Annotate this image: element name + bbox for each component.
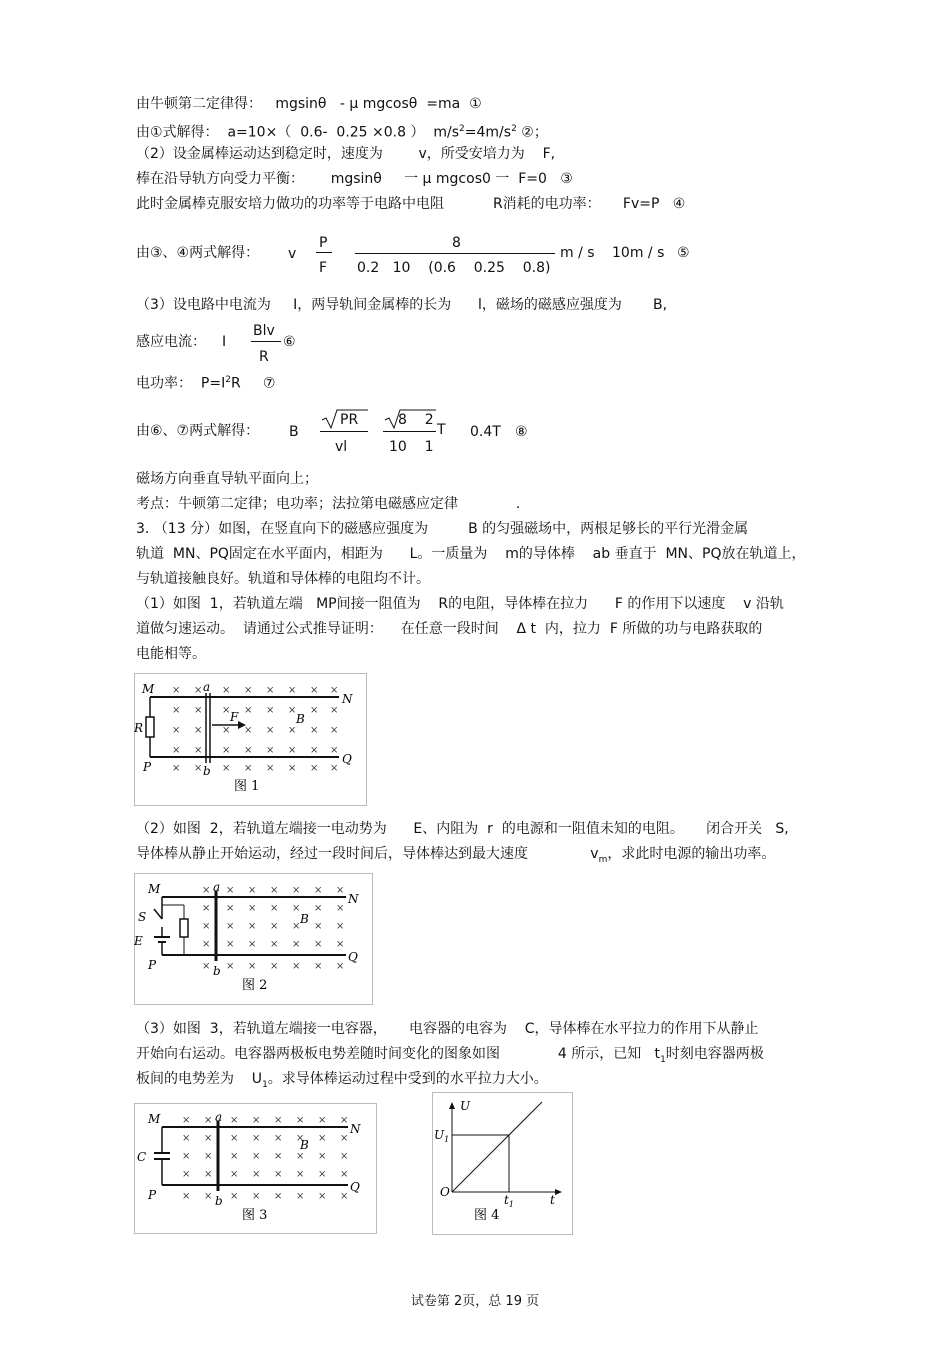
text-line: 由①式解得： a=10×（ 0.6- 0.25 ×0.8 ） $m/s^2=4m/s^2$ ②； — [136, 124, 548, 141]
figure-4-graph — [432, 1092, 574, 1236]
field-cross-mark: × — [288, 725, 297, 736]
label-Q: Q — [350, 1180, 360, 1194]
field-cross-mark: × — [270, 939, 279, 950]
text-line: 开始向右运动。电容器两极板电势差随时间变化的图象如图 4 所示，已知 $t_1$时刻电容器两极 — [136, 1046, 764, 1065]
label-B: B — [296, 712, 305, 726]
field-cross-mark: × — [202, 903, 211, 914]
field-cross-mark: × — [288, 685, 297, 696]
label-M: M — [142, 682, 155, 696]
field-cross-mark: × — [292, 903, 301, 914]
label-M: M — [148, 882, 161, 896]
field-cross-mark: × — [204, 1151, 213, 1162]
field-cross-mark: × — [230, 1115, 239, 1126]
field-cross-mark: × — [204, 1115, 213, 1126]
field-cross-mark: × — [266, 725, 275, 736]
label-t1: $t_1$ — [504, 1193, 514, 1209]
u-t-line — [452, 1102, 542, 1192]
field-cross-mark: × — [252, 1151, 261, 1162]
field-cross-mark: × — [182, 1169, 191, 1180]
field-cross-mark: × — [230, 1133, 239, 1144]
field-cross-mark: × — [270, 961, 279, 972]
label-b: b — [203, 764, 211, 778]
switch-icon — [154, 909, 162, 919]
text-line: （2）如图 2，若轨道左端接一电动势为 E、内阻为 r 的电源和一阻值未知的电阻。 闭合开关 S, — [136, 821, 789, 837]
text-line: 由⑥、⑦两式解得： — [136, 423, 260, 439]
field-cross-mark: × — [202, 961, 211, 972]
label-N: N — [342, 692, 353, 706]
field-cross-mark: × — [252, 1115, 261, 1126]
figure-caption: 图 4 — [474, 1208, 500, 1223]
field-cross-mark: × — [226, 939, 235, 950]
field-cross-mark: × — [314, 885, 323, 896]
field-cross-mark: × — [274, 1191, 283, 1202]
figure-1-circuit — [134, 673, 368, 807]
field-cross-mark: × — [194, 705, 203, 716]
label-U1: $U_1$ — [434, 1128, 450, 1144]
field-cross-mark: × — [182, 1191, 191, 1202]
field-cross-mark: × — [318, 1115, 327, 1126]
label-b: b — [215, 1194, 223, 1208]
label-O: O — [440, 1185, 450, 1199]
field-cross-mark: × — [296, 1115, 305, 1126]
field-cross-mark: × — [292, 939, 301, 950]
field-cross-mark: × — [296, 1169, 305, 1180]
field-cross-mark: × — [222, 685, 231, 696]
figure-caption: 图 3 — [242, 1208, 268, 1223]
text-line: （3）设电路中电流为 I，两导轨间金属棒的长为 l，磁场的磁感应强度为 B, — [136, 297, 668, 313]
field-cross-mark: × — [274, 1133, 283, 1144]
field-cross-mark: × — [204, 1133, 213, 1144]
field-cross-mark: × — [318, 1133, 327, 1144]
resistor-icon — [180, 919, 188, 937]
text-line: 考点：牛顿第二定律；电功率；法拉第电磁感应定律 . — [136, 496, 521, 512]
field-cross-mark: × — [336, 939, 345, 950]
field-cross-mark: × — [292, 961, 301, 972]
field-cross-mark: × — [182, 1115, 191, 1126]
text-line: （1）如图 1，若轨道左端 MP间接一阻值为 R的电阻，导体棒在拉力 F 的作用下以速度 v 沿轨 — [136, 596, 784, 612]
field-cross-mark: × — [244, 725, 253, 736]
field-cross-mark: × — [252, 1169, 261, 1180]
field-cross-mark: × — [318, 1191, 327, 1202]
field-cross-mark: × — [202, 939, 211, 950]
text-line: 此时金属棒克服安培力做功的功率等于电路中电阻 R消耗的电功率： Fv=P ④ — [136, 196, 686, 212]
field-cross-mark: × — [194, 745, 203, 756]
field-cross-mark: × — [266, 685, 275, 696]
field-cross-mark: × — [172, 745, 181, 756]
label-a: a — [215, 1110, 223, 1124]
field-cross-mark: × — [248, 939, 257, 950]
page-footer: 试卷第 2页，总 19 页 — [410, 1294, 540, 1309]
text-line: 板间的电势差为 $U_1$。求导体棒运动过程中受到的水平拉力大小。 — [136, 1071, 548, 1090]
field-cross-mark: × — [252, 1133, 261, 1144]
label-a: a — [213, 880, 221, 894]
field-cross-mark: × — [330, 705, 339, 716]
text-line: 由③、④两式解得： — [136, 245, 260, 261]
field-cross-mark: × — [226, 921, 235, 932]
label-P: P — [143, 760, 152, 774]
field-cross-mark: × — [340, 1133, 349, 1144]
field-cross-mark: × — [226, 903, 235, 914]
field-cross-mark: × — [292, 885, 301, 896]
field-cross-mark: × — [230, 1191, 239, 1202]
label-B: B — [300, 1138, 309, 1152]
field-cross-mark: × — [310, 705, 319, 716]
field-cross-mark: × — [330, 763, 339, 774]
field-cross-mark: × — [318, 1151, 327, 1162]
field-cross-mark: × — [288, 745, 297, 756]
field-cross-mark: × — [288, 705, 297, 716]
label-N: N — [348, 892, 359, 906]
field-cross-mark: × — [310, 763, 319, 774]
field-cross-mark: × — [204, 1191, 213, 1202]
field-cross-mark: × — [336, 961, 345, 972]
field-cross-mark: × — [172, 685, 181, 696]
field-cross-mark: × — [182, 1151, 191, 1162]
label-Q: Q — [342, 752, 352, 766]
label-P: P — [148, 958, 157, 972]
field-cross-mark: × — [270, 903, 279, 914]
text-line: 与轨道接触良好。轨道和导体棒的电阻均不计。 — [136, 571, 430, 587]
field-cross-mark: × — [336, 903, 345, 914]
label-a: a — [203, 680, 211, 694]
field-cross-mark: × — [230, 1151, 239, 1162]
field-cross-mark: × — [226, 885, 235, 896]
field-cross-mark: × — [310, 745, 319, 756]
field-cross-mark: × — [248, 885, 257, 896]
field-cross-mark: × — [244, 745, 253, 756]
figure-2-circuit — [134, 873, 374, 1006]
field-cross-mark: × — [202, 885, 211, 896]
field-cross-mark: × — [314, 903, 323, 914]
field-cross-mark: × — [194, 725, 203, 736]
field-cross-mark: × — [244, 763, 253, 774]
field-cross-mark: × — [194, 685, 203, 696]
label-F: F — [230, 710, 239, 724]
field-cross-mark: × — [292, 921, 301, 932]
field-cross-mark: × — [330, 745, 339, 756]
field-cross-mark: × — [248, 903, 257, 914]
field-cross-mark: × — [226, 961, 235, 972]
figure-3-circuit — [134, 1103, 378, 1235]
label-t: t — [550, 1193, 555, 1207]
field-cross-mark: × — [266, 705, 275, 716]
field-cross-mark: × — [172, 725, 181, 736]
field-cross-mark: × — [244, 705, 253, 716]
text-line: （3）如图 3，若轨道左端接一电容器， 电容器的电容为 C，导体棒在水平拉力的作用下从静止 — [136, 1021, 759, 1037]
text-line: 3. （13 分）如图，在竖直向下的磁感应强度为 B 的匀强磁场中，两根足够长的平行光滑金属 — [136, 521, 749, 537]
field-cross-mark: × — [252, 1191, 261, 1202]
field-cross-mark: × — [266, 763, 275, 774]
field-cross-mark: × — [222, 745, 231, 756]
text-line: 磁场方向垂直导轨平面向上； — [136, 471, 318, 487]
field-cross-mark: × — [172, 763, 181, 774]
field-cross-mark: × — [318, 1169, 327, 1180]
label-b: b — [213, 964, 221, 978]
field-cross-mark: × — [204, 1169, 213, 1180]
field-cross-mark: × — [336, 885, 345, 896]
label-B: B — [300, 912, 309, 926]
label-U: U — [460, 1099, 471, 1113]
field-cross-mark: × — [340, 1151, 349, 1162]
field-cross-mark: × — [314, 939, 323, 950]
text-line: 道做匀速运动。 请通过公式推导证明： 在任意一段时间 Δ t 内，拉力 F 所做的功与电路获取的 — [136, 621, 763, 637]
label-E: E — [134, 934, 143, 948]
label-Q: Q — [348, 950, 358, 964]
field-cross-mark: × — [182, 1133, 191, 1144]
field-cross-mark: × — [310, 725, 319, 736]
field-cross-mark: × — [202, 921, 211, 932]
field-cross-mark: × — [314, 921, 323, 932]
label-P: P — [148, 1188, 157, 1202]
text-line: 棒在沿导轨方向受力平衡： mgsinθ 一 μ mgcos0 一 F=0 ③ — [136, 171, 573, 187]
label-M: M — [148, 1112, 161, 1126]
figure-caption: 图 1 — [234, 779, 260, 794]
field-cross-mark: × — [310, 685, 319, 696]
field-cross-mark: × — [222, 763, 231, 774]
field-cross-mark: × — [248, 961, 257, 972]
label-C: C — [137, 1150, 147, 1164]
field-cross-mark: × — [248, 921, 257, 932]
field-cross-mark: × — [296, 1133, 305, 1144]
field-cross-mark: × — [330, 725, 339, 736]
label-S: S — [138, 910, 147, 924]
field-cross-mark: × — [244, 685, 253, 696]
label-N: N — [350, 1122, 361, 1136]
field-cross-mark: × — [274, 1115, 283, 1126]
field-cross-mark: × — [296, 1151, 305, 1162]
field-cross-mark: × — [194, 763, 203, 774]
text-line: 由牛顿第二定律得： mgsinθ - μ mgcosθ =ma ① — [136, 96, 482, 112]
field-cross-mark: × — [274, 1151, 283, 1162]
text-line: 导体棒从静止开始运动，经过一段时间后，导体棒达到最大速度 $v_m$，求此时电源的输出功率。 — [136, 846, 776, 865]
field-cross-mark: × — [274, 1169, 283, 1180]
text-line: 轨道 MN、PQ固定在水平面内，相距为 L。一质量为 m的导体棒 ab 垂直于 MN、PQ放在轨道上， — [136, 546, 806, 562]
field-cross-mark: × — [314, 961, 323, 972]
field-cross-mark: × — [340, 1169, 349, 1180]
figure-caption: 图 2 — [242, 978, 268, 993]
field-cross-mark: × — [330, 685, 339, 696]
field-cross-mark: × — [340, 1191, 349, 1202]
field-cross-mark: × — [270, 921, 279, 932]
resistor-icon — [146, 717, 154, 737]
text-line: 感应电流： — [136, 334, 206, 350]
field-cross-mark: × — [296, 1191, 305, 1202]
text-line: 电功率： $P=I^2R$ ⑦ — [136, 375, 276, 392]
text-line: 电能相等。 — [136, 646, 206, 662]
field-cross-mark: × — [266, 745, 275, 756]
text-line: （2）设金属棒运动达到稳定时，速度为 v，所受安培力为 F, — [136, 146, 556, 162]
label-R: R — [134, 721, 144, 735]
field-cross-mark: × — [270, 885, 279, 896]
field-cross-mark: × — [230, 1169, 239, 1180]
field-cross-mark: × — [288, 763, 297, 774]
field-cross-mark: × — [340, 1115, 349, 1126]
field-cross-mark: × — [222, 725, 231, 736]
field-cross-mark: × — [336, 921, 345, 932]
field-cross-mark: × — [222, 705, 231, 716]
field-cross-mark: × — [172, 705, 181, 716]
